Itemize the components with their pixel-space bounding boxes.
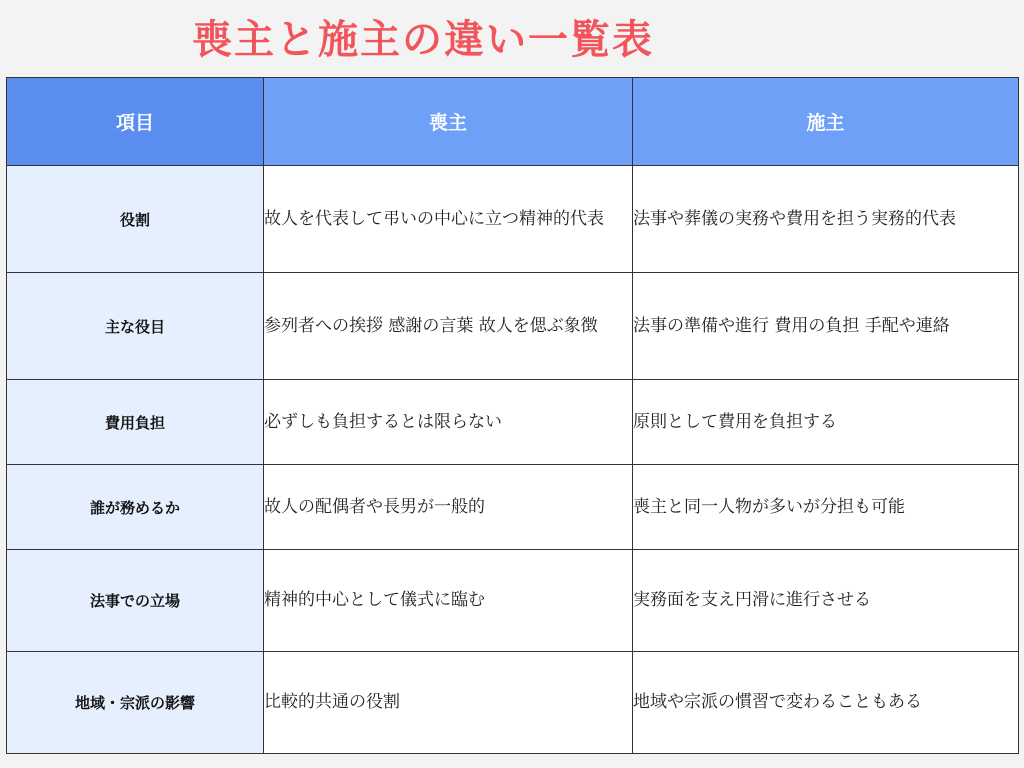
seshu-cell: 原則として費用を負担する [633,380,1019,465]
row-label: 法事での立場 [7,550,264,652]
seshu-cell: 喪主と同一人物が多いが分担も可能 [633,465,1019,550]
moshu-cell: 精神的中心として儀式に臨む [264,550,633,652]
header-moshu: 喪主 [264,78,633,166]
comparison-table [6,77,1019,754]
row-label: 役割 [7,166,264,273]
header-item: 項目 [7,78,264,166]
moshu-cell: 比較的共通の役割 [264,652,633,754]
seshu-cell: 法事の準備や進行 費用の負担 手配や連絡 [633,273,1019,380]
table-row [7,380,1019,465]
table-row [7,166,1019,273]
row-label: 誰が務めるか [7,465,264,550]
moshu-cell: 故人の配偶者や長男が一般的 [264,465,633,550]
table-row [7,465,1019,550]
page-title: 喪主と施主の違い一覧表 [192,17,654,63]
table-row [7,652,1019,754]
seshu-cell: 実務面を支え円滑に進行させる [633,550,1019,652]
row-label: 主な役目 [7,273,264,380]
moshu-cell: 参列者への挨拶 感謝の言葉 故人を偲ぶ象徴 [264,273,633,380]
table-header-row [7,78,1019,166]
header-seshu: 施主 [633,78,1019,166]
seshu-cell: 地域や宗派の慣習で変わることもある [633,652,1019,754]
row-label: 費用負担 [7,380,264,465]
row-label: 地域・宗派の影響 [7,652,264,754]
seshu-cell: 法事や葬儀の実務や費用を担う実務的代表 [633,166,1019,273]
moshu-cell: 必ずしも負担するとは限らない [264,380,633,465]
table-row [7,550,1019,652]
moshu-cell: 故人を代表して弔いの中心に立つ精神的代表 [264,166,633,273]
table-row [7,273,1019,380]
